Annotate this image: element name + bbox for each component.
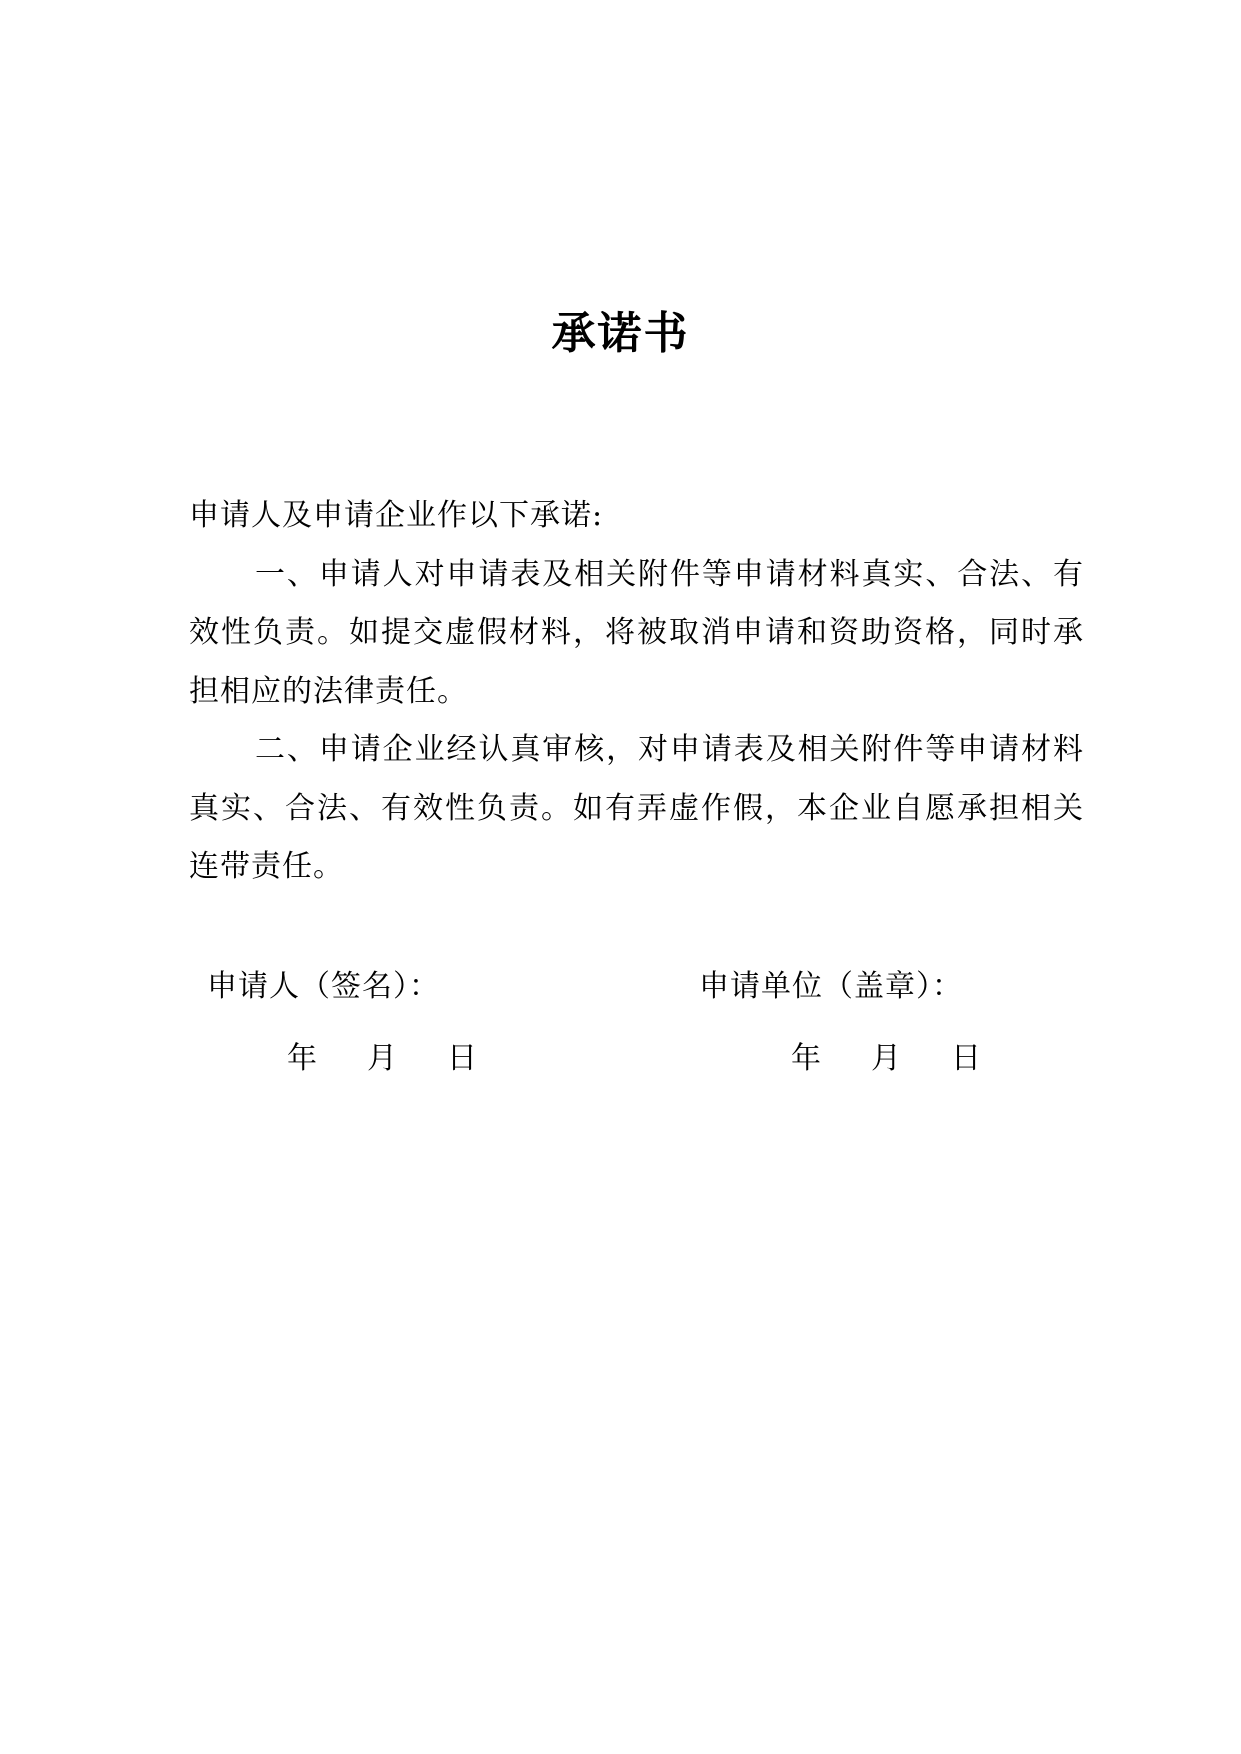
clause-two: 二、申请企业经认真审核，对申请表及相关附件等申请材料真实、合法、有效性负责。如有弄虚作假，本企业自愿承担相关连带责任。 [189, 732, 1084, 884]
document-title: 承诺书 [551, 308, 690, 359]
unit-seal-label: 申请单位（盖章）： [699, 969, 963, 1004]
intro-paragraph: 申请人及申请企业作以下承诺: [189, 498, 604, 533]
date-month: 月 [367, 1041, 397, 1076]
date-day: 日 [951, 1041, 981, 1076]
clause-one: 一、申请人对申请表及相关附件等申请材料真实、合法、有效性负责。如提交虚假材料，将被取消申请和资助资格，同时承担相应的法律责任。 [189, 556, 1084, 709]
applicant-date [287, 1039, 527, 1079]
date-day: 日 [447, 1041, 477, 1076]
document-body [189, 487, 1084, 897]
applicant-signature-label: 申请人（签名）： [207, 969, 440, 1004]
date-year: 年 [791, 1041, 821, 1076]
date-month: 月 [871, 1041, 901, 1076]
unit-date [791, 1039, 1031, 1079]
date-year: 年 [287, 1041, 317, 1076]
